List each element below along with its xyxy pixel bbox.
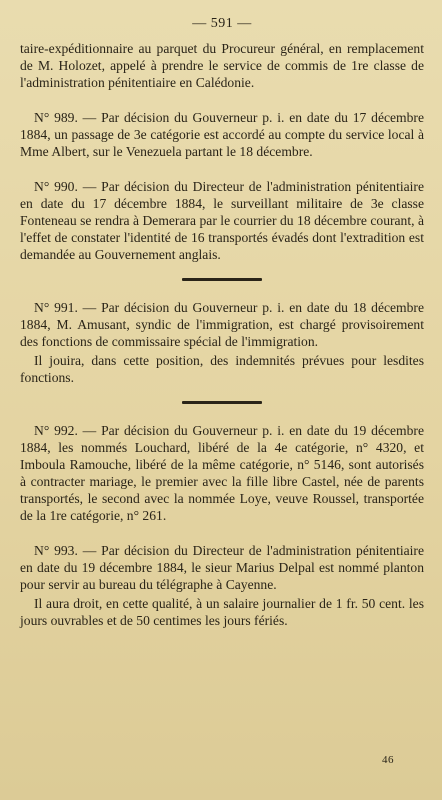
section-divider [182,278,262,281]
notice-991-text: N° 991. — Par décision du Gouverneur p. i. en date du 18 décembre 1884, M. Amusant, syndic de l'immigration, est chargé provisoirement des fonctions de commissaire spécial de l'immigration. [20,300,424,349]
notice-991 [20,299,424,386]
notice-992 [20,422,424,524]
notice-989 [20,109,424,160]
notice-990-text: N° 990. — Par décision du Directeur de l'administration pénitentiaire en date du 17 décembre 1884, le surveillant militaire de 3e classe Fonteneau se rendra à Demerara par le courrier du 18 décembre courant, à l'effet de constater l'identité de 16 transportés évadés dont l'extradition est demandée au Gouvernement anglais. [20,179,424,262]
notice-992-text: N° 992. — Par décision du Gouverneur p. i. en date du 19 décembre 1884, les nommés Louchard, libéré de la 4e catégorie, n° 4320, et Imboula Ramouche, libéré de la même catégorie, n° 5146, sont autorisés à contracter mariage, le premier avec la fille libre Castel, née de parents transportés, le second avec la nommée Loye, veuve Roussel, transportée de la 1re catégorie, n° 261. [20,423,424,523]
notice-990 [20,178,424,263]
page-number: — 591 — [192,16,252,31]
notice-993-text: N° 993. — Par décision du Directeur de l'administration pénitentiaire en date du 19 décembre 1884, le sieur Marius Delpal est nommé planton pour servir au bureau du télégraphe à Cayenne. [20,543,424,592]
sheet-signature-number: 46 [382,754,394,766]
opening-paragraph: taire-expéditionnaire au parquet du Procureur général, en remplacement de M. Holozet, appelé à prendre le service de commis de 1re classe de l'administration pénitentiaire en Calédonie. [20,41,424,90]
notice-993-continuation: Il aura droit, en cette qualité, à un salaire journalier de 1 fr. 50 cent. les jours ouvrables et de 50 centimes les jours fériés. [20,596,424,628]
notice-989-text: N° 989. — Par décision du Gouverneur p. i. en date du 17 décembre 1884, un passage de 3e catégorie est accordé au compte du service local à Mme Albert, sur le Venezuela partant le 18 décembre. [20,110,424,159]
notice-993 [20,542,424,629]
notice-991-continuation: Il jouira, dans cette position, des indemnités prévues pour lesdites fonctions. [20,353,424,385]
section-divider [182,401,262,404]
